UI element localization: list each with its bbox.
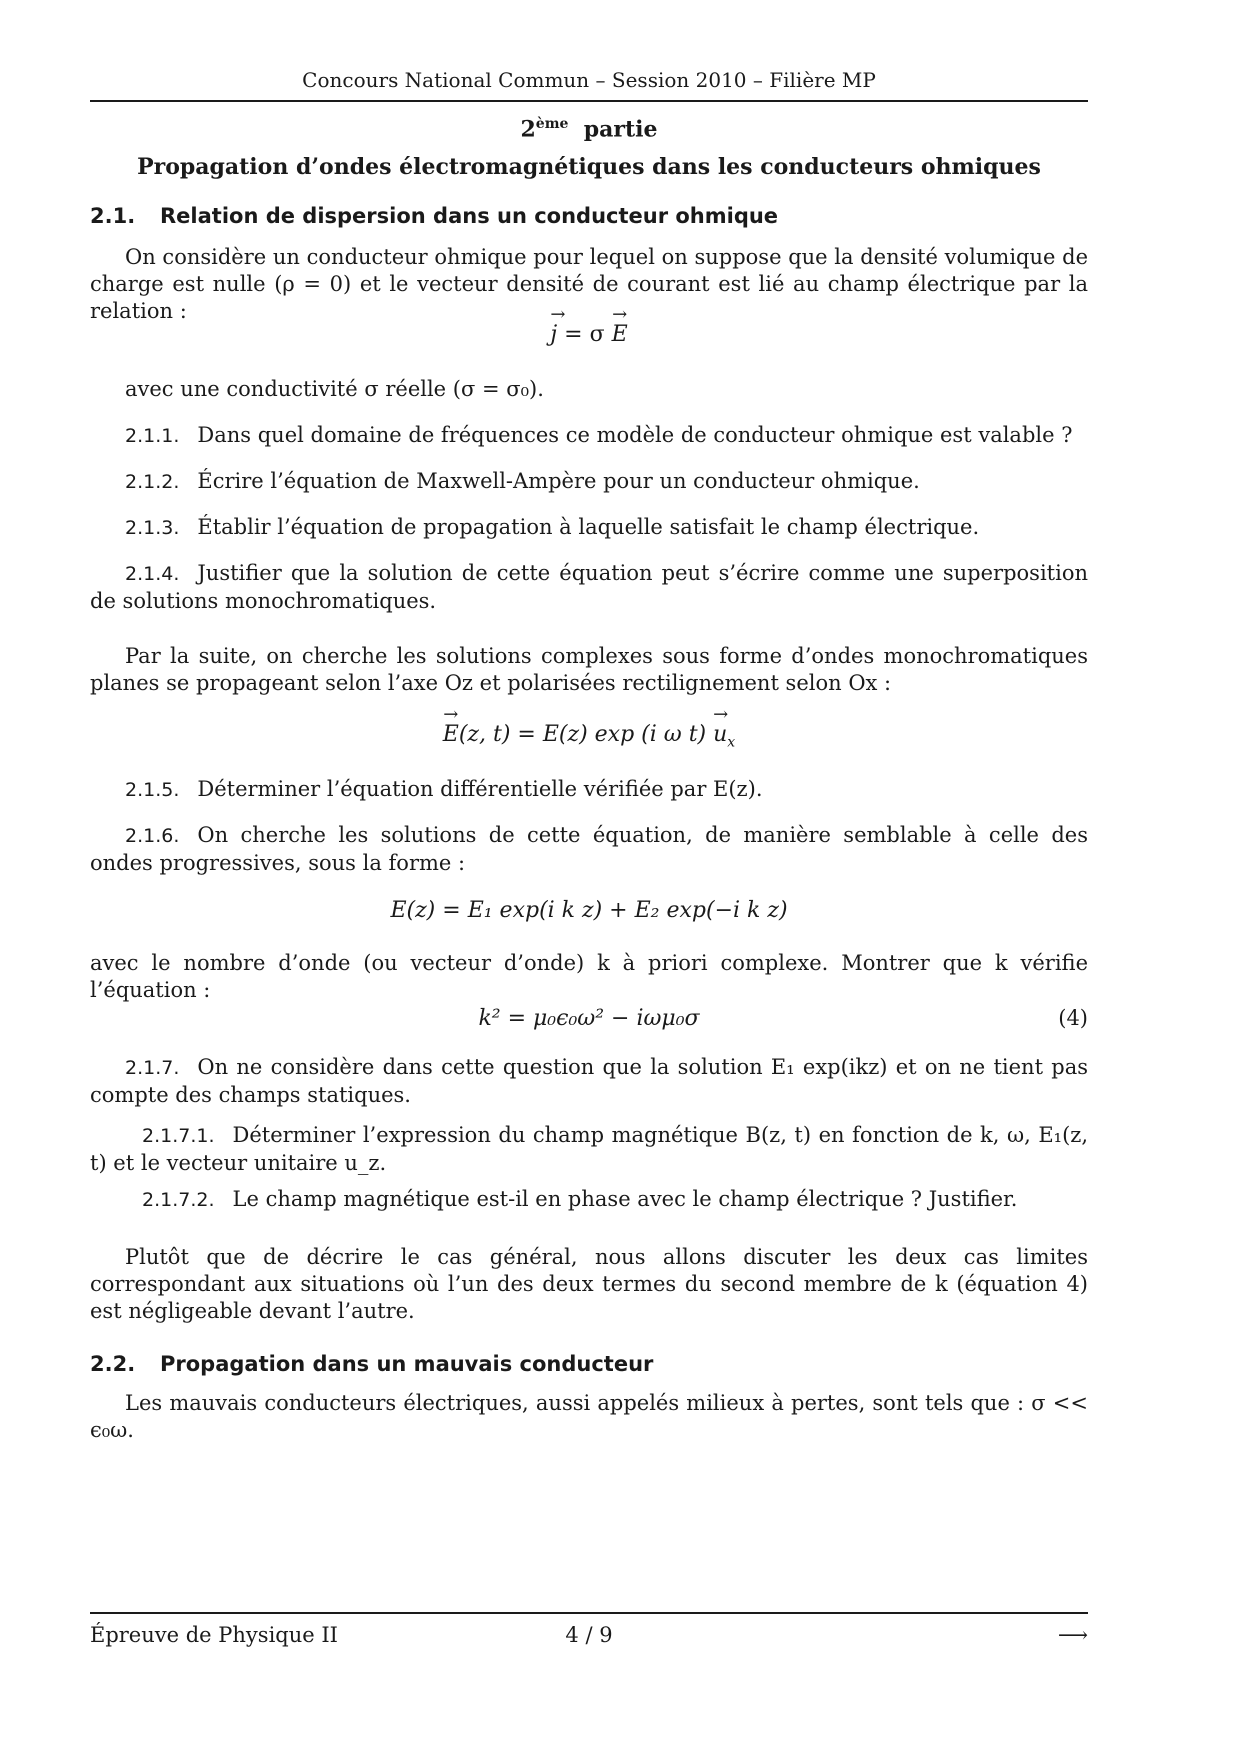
- question-number: 2.1.3.: [125, 517, 180, 539]
- question-2-1-7-2: [90, 1186, 1088, 1214]
- paragraph-intro: On considère un conducteur ohmique pour lequel on suppose que la densité volumique de charge est nulle (ρ = 0) et le vecteur densité de courant est lié au champ électrique par la relation :: [90, 245, 1088, 323]
- equation-dispersion-text: k² = μ₀ϵ₀ω² − iωμ₀σ: [478, 1006, 700, 1031]
- header-rule: [90, 100, 1088, 102]
- vector-j: → j: [550, 322, 557, 347]
- section-title: Propagation dans un mauvais conducteur: [160, 1352, 654, 1376]
- question-number: 2.1.6.: [125, 825, 180, 847]
- question-2-1-3: [90, 514, 1088, 542]
- next-page-arrow-icon: ⟶: [1057, 1623, 1088, 1647]
- question-number: 2.1.1.: [125, 425, 180, 447]
- question-2-1-2: [90, 468, 1088, 496]
- question-text: Dans quel domaine de fréquences ce modèle de conducteur ohmique est valable ?: [197, 423, 1073, 447]
- equation-general-solution: E(z) = E₁ exp(i k z) + E₂ exp(−i k z): [390, 898, 788, 923]
- question-2-1-4: [90, 560, 1088, 615]
- vector-u: → u: [713, 722, 727, 747]
- section-number: 2.1.: [90, 204, 136, 228]
- paragraph-monochromatic: Par la suite, on cherche les solutions complexes sous forme d’ondes monochromatiques planes se propageant selon l’axe Oz et polarisées rectilignement selon Ox :: [90, 644, 1088, 695]
- question-number: 2.1.7.: [125, 1057, 180, 1079]
- equation-plane-wave-middle: (z, t) = E(z) exp (i ω t): [458, 722, 714, 747]
- part-heading: [90, 116, 1088, 142]
- part-word: partie: [583, 116, 658, 143]
- section-number: 2.2.: [90, 1352, 136, 1376]
- question-2-1-6: [90, 822, 1088, 877]
- question-number: 2.1.4.: [125, 563, 180, 585]
- equation-plane-wave: [90, 722, 1088, 750]
- section-2-1-heading: [90, 204, 778, 228]
- question-2-1-1: [90, 422, 1088, 450]
- equation-dispersion: [90, 1006, 1088, 1031]
- paragraph-bad-conductors: Les mauvais conducteurs électriques, aussi appelés milieux à pertes, sont tels que : σ << ϵ₀ω.: [90, 1391, 1088, 1442]
- footer-rule: [90, 1612, 1088, 1614]
- part-title: Propagation d’ondes électromagnétiques dans les conducteurs ohmiques: [137, 154, 1041, 180]
- paragraph-limit-cases: Plutôt que de décrire le cas général, nous allons discuter les deux cas limites correspondant aux situations où l’un des deux termes du second membre de k (équation 4) est négligeable devant l’autre.: [90, 1245, 1088, 1323]
- part-number: 2: [520, 116, 536, 143]
- question-text: Établir l’équation de propagation à laquelle satisfait le champ électrique.: [197, 515, 980, 539]
- question-2-1-7: [90, 1054, 1088, 1109]
- document-page: [90, 0, 1088, 1754]
- question-number: 2.1.7.2.: [142, 1189, 215, 1211]
- question-text: Justifier que la solution de cette équation peut s’écrire comme une superposition de solutions monochromatiques.: [90, 561, 1088, 613]
- question-text: On cherche les solutions de cette équation, de manière semblable à celle des ondes progressives, sous la forme :: [90, 823, 1088, 875]
- question-2-1-5: [90, 776, 1088, 804]
- question-text: Déterminer l’expression du champ magnétique B(z, t) en fonction de k, ω, E₁(z, t) et le vecteur unitaire u_z.: [90, 1123, 1088, 1175]
- question-number: 2.1.5.: [125, 779, 180, 801]
- question-text: Déterminer l’équation différentielle vérifiée par E(z).: [197, 777, 763, 801]
- question-number: 2.1.2.: [125, 471, 180, 493]
- paragraph-wave-number: avec le nombre d’onde (ou vecteur d’onde) k à priori complexe. Montrer que k vérifie l’équation :: [90, 951, 1088, 1002]
- equation-ohm-law: [90, 322, 1088, 347]
- question-2-1-7-1: [90, 1122, 1088, 1177]
- footer-exam-name: Épreuve de Physique II: [90, 1623, 338, 1647]
- paragraph-conductivity: avec une conductivité σ réelle (σ = σ₀).: [125, 377, 544, 401]
- part-suffix: ème: [535, 116, 569, 132]
- page-header: Concours National Commun – Session 2010 – Filière MP: [302, 68, 876, 92]
- equation-ohm-middle: = σ: [557, 322, 612, 347]
- question-number: 2.1.7.1.: [142, 1125, 215, 1147]
- equation-number: (4): [1058, 1006, 1088, 1030]
- question-text: Écrire l’équation de Maxwell-Ampère pour un conducteur ohmique.: [197, 469, 920, 493]
- question-text: On ne considère dans cette question que la solution E₁ exp(ikz) et on ne tient pas compte des champs statiques.: [90, 1055, 1088, 1107]
- vector-e: → E: [612, 322, 628, 347]
- vector-u-subscript: x: [727, 734, 736, 751]
- question-text: Le champ magnétique est-il en phase avec le champ électrique ? Justifier.: [232, 1187, 1018, 1211]
- footer-page-number: 4 / 9: [565, 1623, 613, 1647]
- section-2-2-heading: [90, 1352, 653, 1376]
- section-title: Relation de dispersion dans un conducteur ohmique: [160, 204, 779, 228]
- vector-e: → E: [443, 722, 459, 747]
